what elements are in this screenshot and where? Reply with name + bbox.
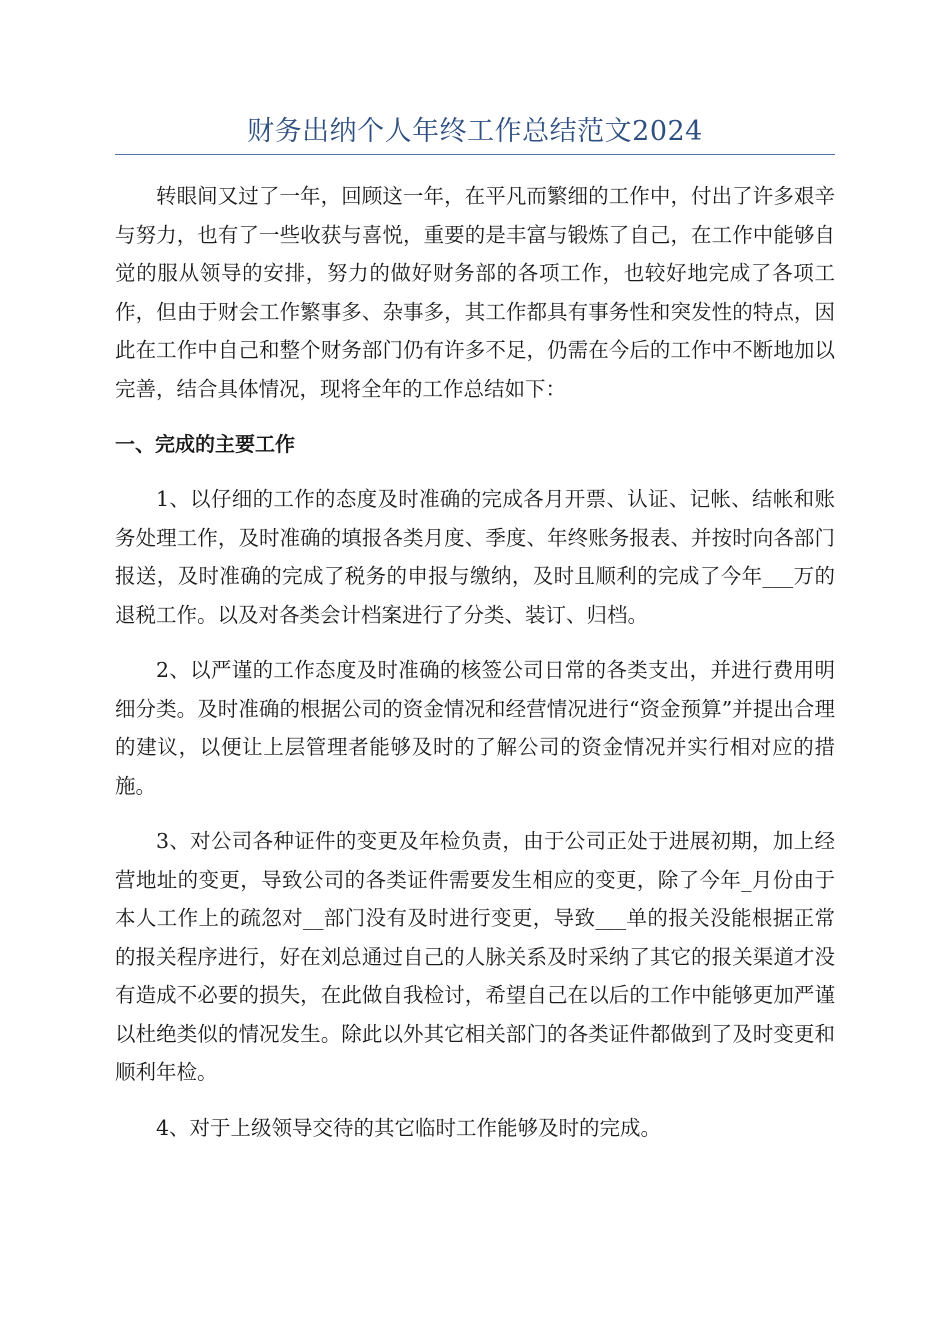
list-item: 4、对于上级领导交待的其它临时工作能够及时的完成。 — [156, 1115, 662, 1140]
section-heading: 一、完成的主要工作 — [115, 432, 295, 456]
document-body — [115, 177, 835, 1164]
list-item: 2、以严谨的工作态度及时准确的核签公司日常的各类支出，并进行费用明细分类。及时准确的根据公司的资金情况和经营情况进行“资金预算”并提出合理的建议，以便让上层管理者能够及时的了解公司的资金情况并实行相对应的措施。 — [115, 658, 835, 798]
intro-paragraph: 转眼间又过了一年，回顾这一年，在平凡而繁细的工作中，付出了许多艰辛与努力，也有了一些收获与喜悦，重要的是丰富与锻炼了自己，在工作中能够自觉的服从领导的安排，努力的做好财务部的各项工作，也较好地完成了各项工作，但由于财会工作繁事多、杂事多，其工作都具有事务性和突发性的特点，因此在工作中自己和整个财务部门仍有许多不足，仍需在今后的工作中不断地加以完善，结合具体情况，现将全年的工作总结如下： — [115, 184, 835, 401]
document-title: 财务出纳个人年终工作总结范文2024 — [247, 116, 703, 147]
list-item: 3、对公司各种证件的变更及年检负责，由于公司正处于进展初期，加上经营地址的变更，导致公司的各类证件需要发生相应的变更，除了今年_月份由于本人工作上的疏忽对__部门没有及时进行变更，导致___单的报关没能根据正常的报关程序进行，好在刘总通过自己的人脉关系及时采纳了其它的报关渠道才没有造成不必要的损失，在此做自我检讨，希望自己在以后的工作中能够更加严谨以杜绝类似的情况发生。除此以外其它相关部门的各类证件都做到了及时变更和顺利年检。 — [115, 829, 835, 1084]
list-item: 1、以仔细的工作的态度及时准确的完成各月开票、认证、记帐、结帐和账务处理工作，及时准确的填报各类月度、季度、年终账务报表、并按时向各部门报送，及时准确的完成了税务的申报与缴纳，及时且顺利的完成了今年___万的退税工作。以及对各类会计档案进行了分类、装订、归档。 — [115, 487, 835, 627]
title-underline — [115, 154, 835, 155]
